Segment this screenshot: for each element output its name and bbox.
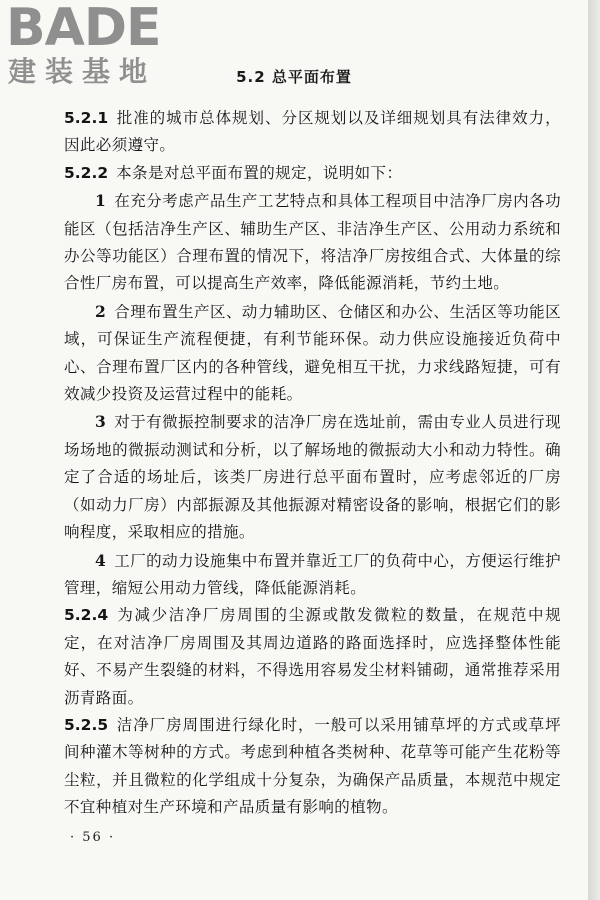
page-number: · 56 · [70, 830, 116, 845]
item-text: 对于有微振控制要求的洁净厂房在选址前，需由专业人员进行现场场地的微振动测试和分析，以了解场地的微振动大小和动力特性。确定了合适的场址后，该类厂房进行总平面布置时，应考虑邻近的厂房（如动力厂房）内部振源及其他振源对精密设备的影响，根据它们的影响程度，采取相应的措施。 [64, 413, 561, 542]
clause-item-2 [64, 298, 561, 409]
clause-text: 批准的城市总体规划、分区规划以及详细规划具有法律效力，因此必须遵守。 [64, 109, 561, 155]
item-number: 1 [95, 191, 107, 211]
clause-text: 本条是对总平面布置的规定，说明如下： [116, 163, 403, 182]
clause-number: 5.2.1 [64, 109, 109, 127]
clause-text: 为减少洁净厂房周围的尘源或散发微粒的数量，在规范中规定，在对洁净厂房周围及其周边道路的路面选择时，应选择整体性能好、不易产生裂缝的材料，不得选用容易发尘材料铺砌，通常推荐采用沥青路面。 [64, 606, 561, 707]
clause-number: 5.2.4 [64, 606, 109, 625]
item-number: 2 [95, 301, 107, 321]
clause-item-3 [64, 408, 561, 546]
clause-5-2-2 [64, 160, 561, 187]
logo-subtitle: 建装基地 [8, 55, 157, 88]
item-text: 工厂的动力设施集中布置并靠近工厂的负荷中心，方便运行维护管理，缩短公用动力管线，降低能源消耗。 [64, 551, 561, 597]
clause-item-1 [64, 187, 561, 298]
page-edge [588, 0, 600, 900]
logo-word: BADE [6, 0, 161, 58]
clause-5-2-1 [64, 105, 561, 160]
clause-item-4 [64, 547, 561, 603]
item-text: 合理布置生产区、动力辅助区、仓储区和办公、生活区等功能区域，可保证生产流程便捷，有利节能环保。动力供应设施接近负荷中心、合理布置厂区内的各种管线，避免相互干扰，力求线路短捷，可有效减少投资及运营过程中的能耗。 [64, 302, 561, 404]
item-number: 4 [95, 550, 107, 570]
clause-text: 洁净厂房周围进行绿化时，一般可以采用铺草坪的方式或草坪间种灌木等树种的方式。考虑到种植各类树种、花草等可能产生花粉等尘粒，并且微粒的化学组成十分复杂，为确保产品质量，本规范中规定不宜种植对生产环境和产品质量有影响的植物。 [64, 715, 561, 817]
clause-5-2-4 [64, 602, 561, 712]
item-number: 3 [95, 412, 107, 432]
clause-number: 5.2.2 [64, 163, 109, 182]
document-body [64, 105, 561, 822]
section-title: 5.2 总平面布置 [236, 68, 352, 86]
clause-number: 5.2.5 [64, 715, 109, 734]
clause-5-2-5 [64, 712, 561, 822]
item-text: 在充分考虑产品生产工艺特点和具体工程项目中洁净厂房内各功能区（包括洁净生产区、辅助生产区、非洁净生产区、公用动力系统和办公等功能区）合理布置的情况下，将洁净厂房按组合式、大体量的综合性厂房布置，可以提高生产效率，降低能源消耗，节约土地。 [64, 192, 561, 293]
